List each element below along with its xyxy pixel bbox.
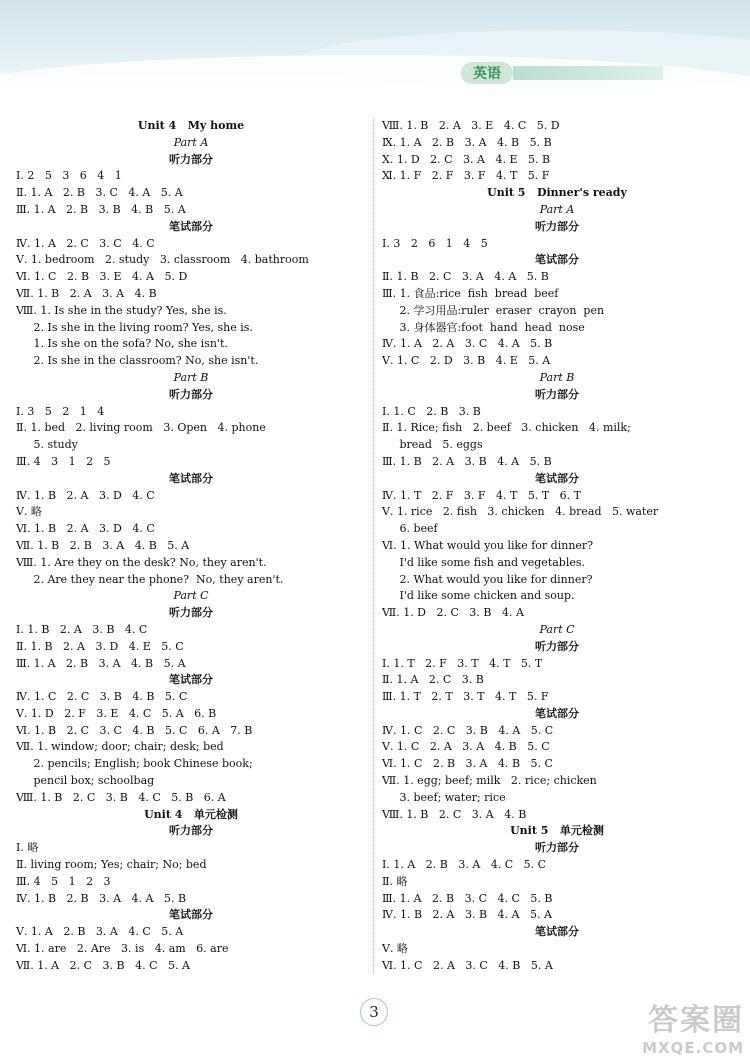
answer-line: Ⅲ. 1. A 2. B 3. B 4. B 5. A: [16, 202, 186, 216]
watermark-text: 答案圈: [648, 1003, 744, 1038]
answer-line: bread 5. eggs: [382, 438, 483, 452]
answer-line: Ⅲ. 1. A 2. B 3. C 4. C 5. B: [382, 891, 553, 905]
answer-line: Ⅲ. 1. 食品:rice fish bread beef: [382, 286, 559, 300]
watermark-url: MXQE.COM: [642, 1039, 744, 1057]
section-heading: 听力部分: [169, 824, 213, 838]
answer-line: Ⅳ. 1. C 2. C 3. B 4. B 5. C: [16, 690, 188, 704]
section-heading: 听力部分: [169, 387, 213, 401]
answer-line: 2. Is she in the living room? Yes, she is.: [16, 320, 253, 334]
answer-line: 6. beef: [382, 522, 438, 536]
section-heading: 笔试部分: [169, 673, 213, 687]
answer-line: 2. What would you like for dinner?: [382, 572, 593, 586]
answer-line: pencil box; schoolbag: [16, 774, 155, 788]
answer-line: 2. 学习用品:ruler eraser crayon pen: [382, 303, 605, 317]
part-heading: Part A: [539, 202, 575, 216]
answer-line: I'd like some fish and vegetables.: [382, 555, 586, 569]
answer-line: Ⅲ. 4 3 1 2 5: [16, 454, 111, 468]
answer-line: Ⅴ. 1. rice 2. fish 3. chicken 4. bread 5. water: [382, 505, 659, 519]
answer-line: Ⅴ. 1. A 2. B 3. A 4. C 5. A: [16, 925, 184, 939]
section-heading: 笔试部分: [535, 706, 579, 720]
answer-line: Ⅱ. 1. B 2. C 3. A 4. A 5. B: [382, 270, 549, 284]
answer-line: 2. Is she in the classroom? No, she isn't.: [16, 354, 259, 368]
answer-line: Ⅷ. 1. Are they on the desk? No, they aren't.: [16, 555, 267, 569]
answer-line: Ⅱ. 1. Rice; fish 2. beef 3. chicken 4. milk;: [382, 421, 631, 435]
answer-line: Ⅵ. 1. C 2. B 3. A 4. B 5. C: [382, 757, 553, 771]
answer-line: Ⅷ. 1. Is she in the study? Yes, she is.: [16, 303, 227, 317]
section-heading: 听力部分: [535, 387, 579, 401]
answer-line: 2. pencils; English; book Chinese book;: [16, 757, 253, 771]
answer-line: Ⅰ. 3 2 6 1 4 5: [382, 236, 488, 250]
watermark-logo: [642, 995, 744, 1057]
answer-line: Ⅳ. 1. B 2. A 3. B 4. A 5. A: [382, 908, 552, 922]
answer-line: Ⅵ. 1. What would you like for dinner?: [382, 538, 594, 552]
answer-line: Ⅶ. 1. A 2. C 3. B 4. C 5. A: [16, 958, 190, 972]
answer-line: Ⅴ. 1. bedroom 2. study 3. classroom 4. bathroom: [16, 253, 309, 267]
answer-line: 2. Are they near the phone? No, they aren't.: [16, 572, 284, 586]
answer-line: Ⅶ. 1. egg; beef; milk 2. rice; chicken: [382, 774, 597, 788]
part-heading: Part B: [539, 370, 575, 384]
answer-line: Ⅹ. 1. D 2. C 3. A 4. E 5. B: [382, 152, 551, 166]
answer-line: Ⅴ. 略: [16, 505, 42, 519]
section-heading: 听力部分: [535, 841, 579, 855]
answer-line: Ⅳ. 1. C 2. C 3. B 4. A 5. C: [382, 723, 554, 737]
answer-line: Ⅳ. 1. B 2. A 3. D 4. C: [16, 488, 155, 502]
answer-line: Ⅵ. 1. C 2. B 3. E 4. A 5. D: [16, 270, 188, 284]
answer-line: Ⅵ. 1. B 2. A 3. D 4. C: [16, 522, 155, 536]
section-heading: 听力部分: [169, 606, 213, 620]
answer-line: 1. Is she on the sofa? No, she isn't.: [16, 337, 228, 351]
answer-line: Ⅰ. 1. B 2. A 3. B 4. C: [16, 622, 148, 636]
section-heading: 笔试部分: [535, 925, 579, 939]
section-heading: 笔试部分: [535, 471, 579, 485]
answer-line: Ⅰ. 1. T 2. F 3. T 4. T 5. T: [382, 656, 543, 670]
answer-line: Ⅱ. 1. A 2. B 3. C 4. A 5. A: [16, 186, 183, 200]
section-heading: 笔试部分: [169, 219, 213, 233]
answer-line: Ⅷ. 1. B 2. A 3. E 4. C 5. D: [382, 119, 560, 132]
part-heading: Part C: [173, 589, 209, 603]
section-heading: 听力部分: [535, 219, 579, 233]
answer-line: Ⅱ. 略: [382, 874, 408, 888]
unit-heading: Unit 4 My home: [137, 119, 245, 132]
answer-line: Ⅷ. 1. B 2. C 3. B 4. C 5. B 6. A: [16, 790, 226, 804]
unit-heading: Unit 5 Dinner's ready: [487, 186, 627, 200]
answer-line: Ⅳ. 1. T 2. F 3. F 4. T 5. T 6. T: [382, 488, 581, 502]
answer-line: Ⅵ. 1. C 2. A 3. C 4. B 5. A: [382, 958, 553, 972]
answer-line: Ⅴ. 1. C 2. A 3. A 4. B 5. C: [382, 740, 550, 754]
answer-line: Ⅱ. 1. bed 2. living room 3. Open 4. phone: [16, 421, 266, 435]
answer-line: Ⅶ. 1. B 2. A 3. A 4. B: [16, 286, 157, 300]
answer-line: Ⅲ. 4 5 1 2 3: [16, 874, 111, 888]
answer-line: Ⅲ. 1. T 2. T 3. T 4. T 5. F: [382, 690, 549, 704]
unit-heading: Unit 4 单元检测: [144, 807, 238, 821]
answer-line: Ⅶ. 1. B 2. B 3. A 4. B 5. A: [16, 538, 190, 552]
part-heading: Part C: [539, 622, 575, 636]
answer-line: Ⅴ. 略: [382, 942, 408, 956]
page-number: 3: [360, 998, 388, 1026]
answer-line: Ⅱ. living room; Yes; chair; No; bed: [16, 858, 207, 872]
answer-line: Ⅶ. 1. D 2. C 3. B 4. A: [382, 606, 524, 620]
answer-line: Ⅳ. 1. A 2. A 3. C 4. A 5. B: [382, 337, 553, 351]
answer-line: Ⅱ. 1. A 2. C 3. B: [382, 673, 484, 687]
section-heading: 笔试部分: [169, 908, 213, 922]
banner-wave: [0, 55, 750, 108]
answer-line: Ⅰ. 1. A 2. B 3. A 4. C 5. C: [382, 858, 547, 872]
answer-line: Ⅳ. 1. B 2. B 3. A 4. A 5. B: [16, 891, 187, 905]
answer-line: Ⅸ. 1. A 2. B 3. A 4. B 5. B: [382, 135, 552, 149]
answer-line: Ⅶ. 1. window; door; chair; desk; bed: [16, 740, 224, 754]
answer-line: Ⅱ. 1. B 2. A 3. D 4. E 5. C: [16, 639, 184, 653]
answer-line: 3. beef; water; rice: [382, 790, 506, 804]
answer-line: Ⅲ. 1. A 2. B 3. A 4. B 5. A: [16, 656, 186, 670]
answer-line: 5. study: [16, 438, 78, 452]
part-heading: Part A: [173, 135, 209, 149]
answer-line: Ⅰ. 1. C 2. B 3. B: [382, 404, 481, 418]
right-answer-column: [382, 118, 732, 975]
answer-line: I'd like some chicken and soup.: [382, 589, 575, 603]
section-heading: 笔试部分: [169, 471, 213, 485]
answer-line: Ⅷ. 1. B 2. C 3. A 4. B: [382, 807, 527, 821]
answer-line: Ⅳ. 1. A 2. C 3. C 4. C: [16, 236, 155, 250]
answer-line: 3. 身体器官:foot hand head nose: [382, 320, 585, 334]
part-heading: Part B: [173, 370, 209, 384]
unit-heading: Unit 5 单元检测: [510, 824, 604, 838]
answer-line: Ⅰ. 2 5 3 6 4 1: [16, 169, 122, 183]
subject-label: 英语: [461, 62, 513, 84]
section-heading: 听力部分: [169, 152, 213, 166]
answer-line: Ⅵ. 1. are 2. Are 3. is 4. am 6. are: [16, 942, 229, 956]
header-banner: [0, 0, 750, 108]
answer-line: Ⅰ. 3 5 2 1 4: [16, 404, 105, 418]
answer-line: Ⅲ. 1. B 2. A 3. B 4. A 5. B: [382, 454, 552, 468]
answer-line: Ⅴ. 1. C 2. D 3. B 4. E 5. A: [382, 354, 551, 368]
answer-line: Ⅺ. 1. F 2. F 3. F 4. T 5. F: [382, 169, 550, 183]
subject-stripe: [513, 66, 663, 80]
answer-line: Ⅴ. 1. D 2. F 3. E 4. C 5. A 6. B: [16, 706, 217, 720]
answer-line: Ⅰ. 略: [16, 841, 39, 855]
answer-line: Ⅵ. 1. B 2. C 3. C 4. B 5. C 6. A 7. B: [16, 723, 253, 737]
section-heading: 听力部分: [535, 639, 579, 653]
column-divider: [373, 118, 374, 973]
left-answer-column: [16, 118, 366, 975]
section-heading: 笔试部分: [535, 253, 579, 267]
